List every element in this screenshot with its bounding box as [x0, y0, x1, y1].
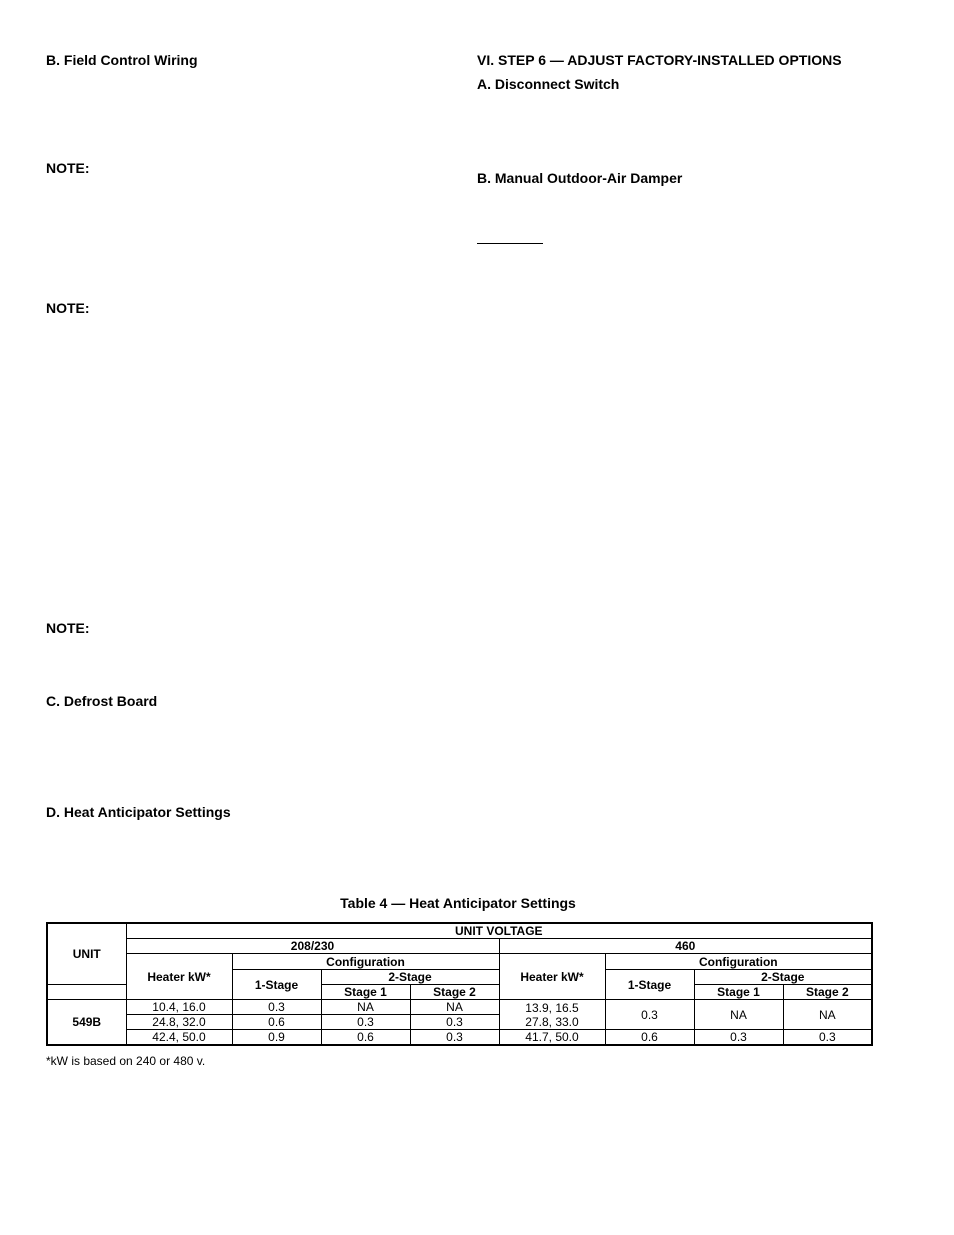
unit-voltage-header: UNIT VOLTAGE — [126, 923, 872, 939]
table-row — [47, 1000, 872, 1015]
voltage-208-230-header: 208/230 — [126, 939, 499, 954]
table-cell: 42.4, 50.0 — [126, 1030, 232, 1046]
table-cell: NA — [410, 1000, 499, 1015]
table-cell: 0.3 — [321, 1015, 410, 1030]
table-cell: 0.3 — [694, 1030, 783, 1046]
table-cell: 10.4, 16.0 — [126, 1000, 232, 1015]
note-label: NOTE: — [46, 620, 90, 636]
table-row — [47, 1030, 872, 1046]
table-cell: 0.3 — [232, 1000, 321, 1015]
unit-header: UNIT — [47, 923, 126, 985]
two-stage-header: 2-Stage — [694, 970, 872, 985]
table-cell: 0.3 — [783, 1030, 872, 1046]
table-cell: 0.9 — [232, 1030, 321, 1046]
heater-kw-header: Heater kW* — [126, 954, 232, 1000]
unit-cell: 549B — [47, 1000, 126, 1046]
table-cell: 0.3 — [410, 1030, 499, 1046]
one-stage-header: 1-Stage — [232, 970, 321, 1000]
heater-kw-header: Heater kW* — [499, 954, 605, 1000]
note-label: NOTE: — [46, 300, 90, 316]
stage1-header: Stage 1 — [321, 985, 410, 1000]
voltage-460-header: 460 — [499, 939, 872, 954]
table-cell — [499, 1000, 605, 1030]
configuration-header: Configuration — [232, 954, 499, 970]
kw-line: 27.8, 33.0 — [525, 1014, 579, 1029]
note-label: NOTE: — [46, 160, 90, 176]
table-cell: 0.3 — [605, 1000, 694, 1030]
configuration-header: Configuration — [605, 954, 872, 970]
table-cell: NA — [321, 1000, 410, 1015]
table-cell: 0.6 — [232, 1015, 321, 1030]
table-cell: 0.6 — [321, 1030, 410, 1046]
stage1-header: Stage 1 — [694, 985, 783, 1000]
kw-line: 13.9, 16.5 — [525, 1000, 579, 1015]
stage2-header: Stage 2 — [783, 985, 872, 1000]
heading-heat-anticipator-settings: D. Heat Anticipator Settings — [46, 804, 231, 820]
stage2-header: Stage 2 — [410, 985, 499, 1000]
unit-header-spacer — [47, 985, 126, 1000]
one-stage-header: 1-Stage — [605, 970, 694, 1000]
heat-anticipator-table — [46, 922, 873, 1046]
table-cell: 41.7, 50.0 — [499, 1030, 605, 1046]
table-cell: 0.6 — [605, 1030, 694, 1046]
heading-step6: VI. STEP 6 — ADJUST FACTORY-INSTALLED OPTIONS — [477, 52, 842, 68]
table-cell: 24.8, 32.0 — [126, 1015, 232, 1030]
divider-rule — [477, 243, 543, 244]
heading-manual-outdoor-air-damper: B. Manual Outdoor-Air Damper — [477, 170, 683, 186]
table-cell: NA — [783, 1000, 872, 1030]
heading-defrost-board: C. Defrost Board — [46, 693, 158, 709]
table-footnote: *kW is based on 240 or 480 v. — [46, 1054, 206, 1068]
two-stage-header: 2-Stage — [321, 970, 499, 985]
heading-disconnect-switch: A. Disconnect Switch — [477, 76, 620, 92]
table-cell: 0.3 — [410, 1015, 499, 1030]
table-cell: NA — [694, 1000, 783, 1030]
heading-field-control-wiring: B. Field Control Wiring — [46, 52, 198, 68]
table-caption: Table 4 — Heat Anticipator Settings — [340, 895, 576, 911]
